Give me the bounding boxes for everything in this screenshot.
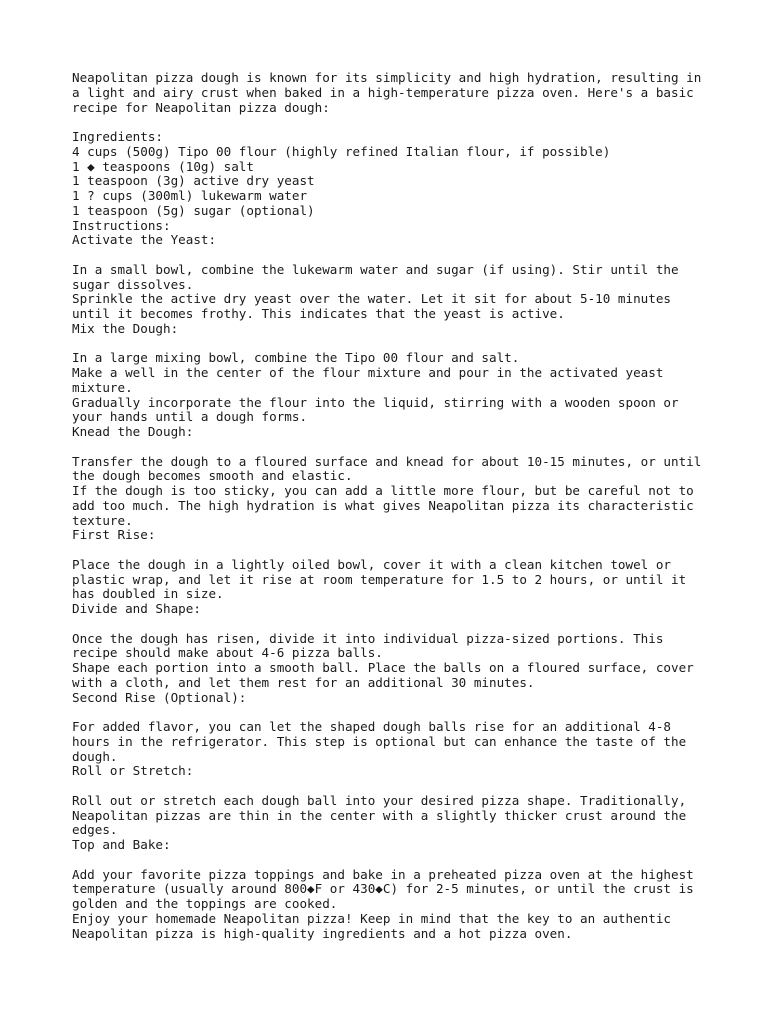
text-line: Shape each portion into a smooth ball. Place the balls on a floured surface, cover xyxy=(72,660,694,675)
text-line: until it becomes frothy. This indicates that the yeast is active. xyxy=(72,306,565,321)
text-line: Neapolitan pizzas are thin in the center with a slightly thicker crust around the xyxy=(72,807,687,823)
blank-line xyxy=(72,853,712,868)
step-heading: Roll or Stretch: xyxy=(72,763,194,779)
document-page xyxy=(72,71,712,941)
ingredient-line: 1 ◆ teaspoons (10g) salt xyxy=(72,158,254,174)
text-line: Sprinkle the active dry yeast over the water. Let it sit for about 5-10 minutes xyxy=(72,291,671,307)
text-line: If the dough is too sticky, you can add a little more flour, but be careful not to xyxy=(72,483,694,498)
text-line: has doubled in size. xyxy=(72,586,224,602)
step-heading: Divide and Shape: xyxy=(72,601,201,616)
ingredient-line: 1 teaspoon (3g) active dry yeast xyxy=(72,173,315,189)
step-heading: First Rise: xyxy=(72,527,156,543)
text-line: In a large mixing bowl, combine the Tipo 00 flour and salt. xyxy=(72,350,520,366)
text-line: with a cloth, and let them rest for an additional 30 minutes. xyxy=(72,674,535,690)
text-line: golden and the toppings are cooked. xyxy=(72,896,338,911)
ingredient-line: 4 cups (500g) Tipo 00 flour (highly refined Italian flour, if possible) xyxy=(72,143,611,159)
text-line: Neapolitan pizza dough is known for its simplicity and high hydration, resulting in xyxy=(72,70,702,85)
ingredient-line: 1 teaspoon (5g) sugar (optional) xyxy=(72,202,315,218)
text-line: For added flavor, you can let the shaped dough balls rise for an additional 4-8 xyxy=(72,719,671,734)
text-line: Neapolitan pizza is high-quality ingredients and a hot pizza oven. xyxy=(72,925,573,941)
step-heading: Second Rise (Optional): xyxy=(72,689,247,705)
text-line: mixture. xyxy=(72,379,133,395)
blank-line xyxy=(72,543,712,558)
text-line: Make a well in the center of the flour mixture and pour in the activated yeast xyxy=(72,365,664,380)
text-line: your hands until a dough forms. xyxy=(72,409,308,425)
text-line: a light and airy crust when baked in a high-temperature pizza oven. Here's a basic xyxy=(72,84,694,100)
text-line: In a small bowl, combine the lukewarm water and sugar (if using). Stir until the xyxy=(72,261,679,277)
text-line: Roll out or stretch each dough ball into your desired pizza shape. Traditionally, xyxy=(72,792,687,808)
blank-line xyxy=(72,248,712,263)
text-line: Add your favorite pizza toppings and bake in a preheated pizza oven at the highest xyxy=(72,866,694,882)
text-line: recipe should make about 4-6 pizza balls. xyxy=(72,645,383,661)
text-line: Gradually incorporate the flour into the liquid, stirring with a wooden spoon or xyxy=(72,394,679,410)
text-line: hours in the refrigerator. This step is optional but can enhance the taste of the xyxy=(72,733,687,749)
text-line: texture. xyxy=(72,512,133,528)
text-line: the dough becomes smooth and elastic. xyxy=(72,468,353,484)
step-heading: Knead the Dough: xyxy=(72,424,194,439)
step-heading: Activate the Yeast: xyxy=(72,232,217,248)
text-line: Once the dough has risen, divide it into individual pizza-sized portions. This xyxy=(72,630,664,646)
blank-line xyxy=(72,440,712,455)
text-line: add too much. The high hydration is what gives Neapolitan pizza its characteristic xyxy=(72,497,694,513)
text-line: edges. xyxy=(72,822,118,838)
blank-line xyxy=(72,115,712,130)
text-line: Place the dough in a lightly oiled bowl, cover it with a clean kitchen towel or xyxy=(72,556,671,572)
text-line: Transfer the dough to a floured surface and knead for about 10-15 minutes, or until xyxy=(72,453,702,469)
text-line: sugar dissolves. xyxy=(72,276,194,292)
ingredient-line: 1 ? cups (300ml) lukewarm water xyxy=(72,188,308,203)
text-line: recipe for Neapolitan pizza dough: xyxy=(72,99,330,115)
section-heading-instructions: Instructions: xyxy=(72,217,171,233)
blank-line xyxy=(72,705,712,720)
text-line: dough. xyxy=(72,748,118,764)
text-line: temperature (usually around 800◆F or 430◆C) for 2-5 minutes, or until the crust is xyxy=(72,881,694,897)
blank-line xyxy=(72,617,712,632)
blank-line xyxy=(72,337,712,352)
text-line: plastic wrap, and let it rise at room temperature for 1.5 to 2 hours, or until it xyxy=(72,571,687,587)
blank-line xyxy=(72,779,712,794)
step-heading: Top and Bake: xyxy=(72,837,171,852)
section-heading-ingredients: Ingredients: xyxy=(72,129,163,144)
text-line: Enjoy your homemade Neapolitan pizza! Keep in mind that the key to an authentic xyxy=(72,910,671,926)
step-heading: Mix the Dough: xyxy=(72,320,179,336)
